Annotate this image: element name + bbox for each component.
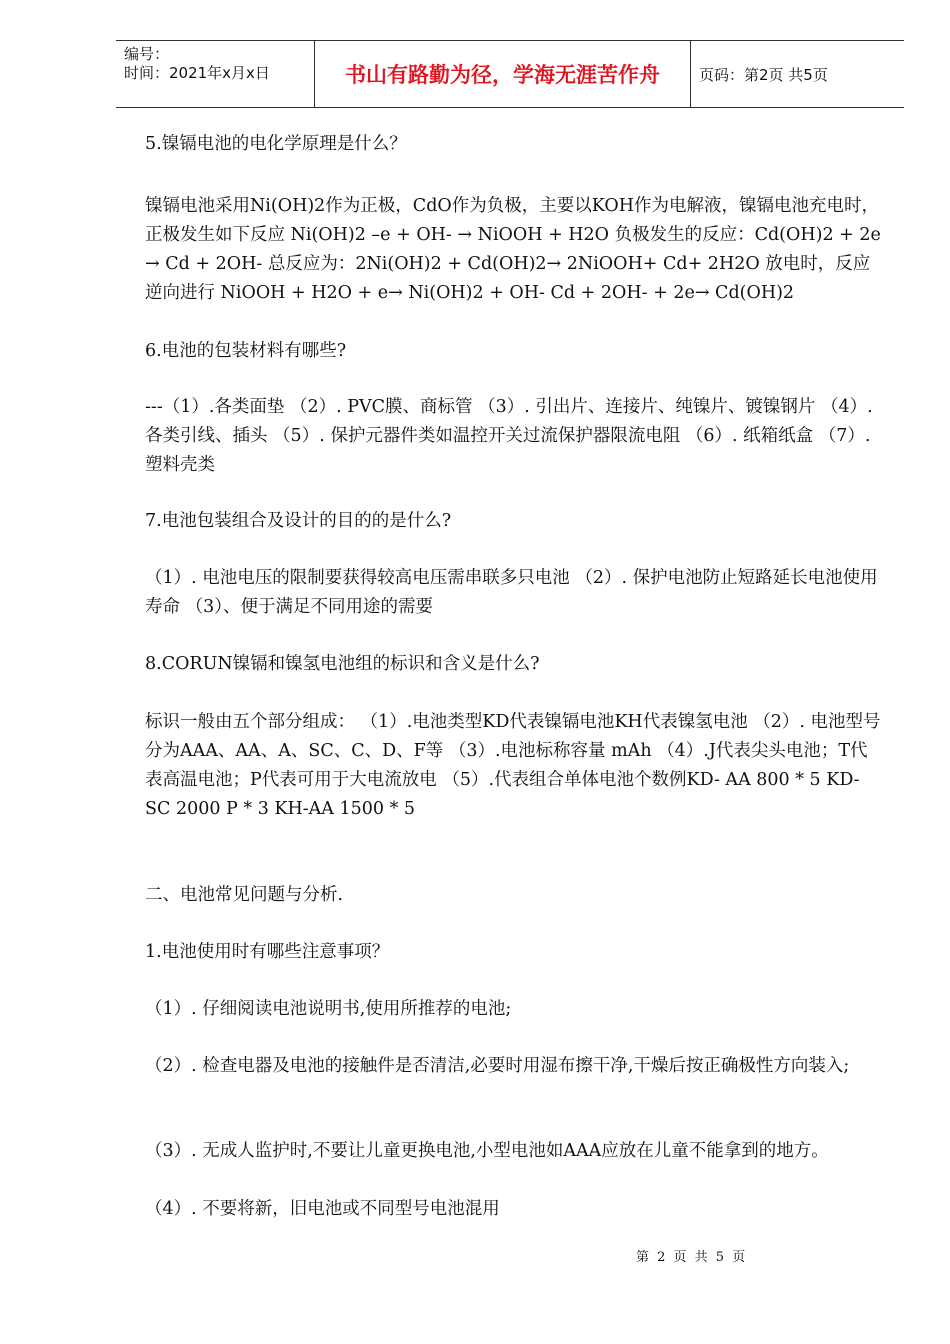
note-2: （2）. 检查电器及电池的接触件是否清洁,必要时用湿布擦干净,干燥后按正确极性方向装入; [145, 1056, 850, 1076]
question-6: 6.电池的包装材料有哪些? [145, 341, 347, 361]
section-2-heading: 二、电池常见问题与分析. [145, 885, 344, 905]
answer-5: 镍镉电池采用Ni(OH)2作为正极，CdO作为负极，主要以KOH作为电解液，镍镉电池充电时，正极发生如下反应 Ni(OH)2 –e + OH- → NiOOH + H2O 负极发生的反应：Cd(OH)2 + 2e → Cd + 2OH- 总反应为：2Ni(OH)2 + Cd(OH)2→ 2NiOOH+ Cd+ 2H2O 放电时，反应逆向进行 NiOOH + H2O + e→ Ni(OH)2 + OH- Cd + 2OH- + 2e→ Cd(OH)2 [145, 196, 881, 303]
header-motto-cell [315, 41, 691, 107]
note-4: （4）. 不要将新，旧电池或不同型号电池混用 [145, 1199, 500, 1219]
answer-7: （1）. 电池电压的限制要获得较高电压需串联多只电池 （2）. 保护电池防止短路延长电池使用寿命 （3）、便于满足不同用途的需要 [145, 568, 878, 617]
answer-6: ---（1）.各类面垫 （2）. PVC膜、商标管 （3）. 引出片、连接片、纯镍片、镀镍钢片 （4）. 各类引线、插头 （5）. 保护元器件类如温控开关过流保护器限流电阻 （6）. 纸箱纸盒 （7）. 塑料壳类 [145, 397, 873, 475]
note-1: （1）. 仔细阅读电池说明书,使用所推荐的电池; [145, 999, 512, 1019]
question-2-1: 1.电池使用时有哪些注意事项？ [145, 942, 390, 962]
answer-8: 标识一般由五个部分组成： （1）.电池类型KD代表镍镉电池KH代表镍氢电池 （2）. 电池型号分为AAA、AA、A、SC、C、D、F等 （3）.电池标称容量 mAh （4）.J代表尖头电池；T代表高温电池；P代表可用于大电流放电 （5）.代表组合单体电池个数例KD- AA 800 * 5 KD- SC 2000 P * 3 KH-AA 1500 * 5 [145, 712, 881, 819]
header-meta-cell [116, 41, 315, 107]
header-page-cell [691, 41, 904, 107]
code-label: 编号： [124, 45, 170, 63]
question-7: 7.电池包装组合及设计的目的的是什么? [145, 511, 452, 531]
question-5: 5.镍镉电池的电化学原理是什么？ [145, 134, 407, 154]
question-8: 8.CORUN镍镉和镍氢电池组的标识和含义是什么? [145, 654, 540, 674]
page-header [116, 40, 904, 108]
page-number-label: 页码：第2页 共5页 [699, 65, 828, 84]
time-label: 时间：2021年x月x日 [124, 64, 270, 82]
page-footer: 第 2 页 共 5 页 [636, 1250, 748, 1265]
note-3: （3）. 无成人监护时,不要让儿童更换电池,小型电池如AAA应放在儿童不能拿到的地方。 [145, 1141, 829, 1161]
motto-text: 书山有路勤为径，学海无涯苦作舟 [345, 63, 660, 87]
